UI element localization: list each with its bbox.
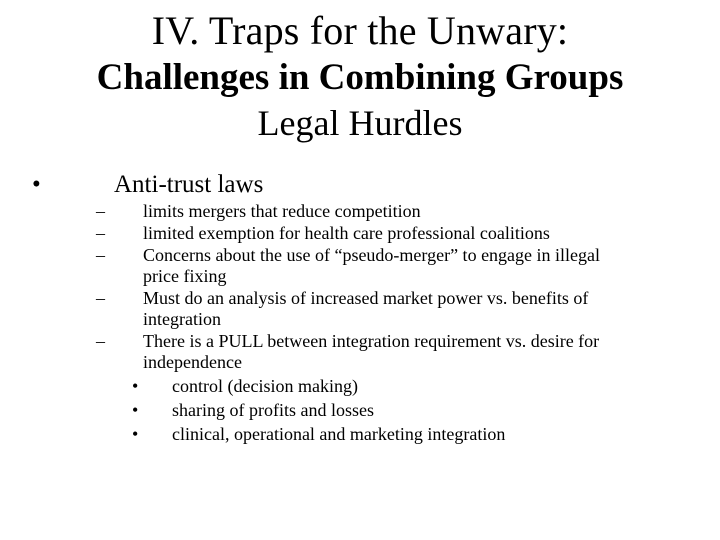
- nested-bullet-item: [0, 398, 720, 422]
- nested-bullet-item: [0, 422, 720, 446]
- dash-icon: –: [96, 288, 105, 308]
- nested-bullet-text: sharing of profits and losses: [172, 400, 374, 420]
- slide-title: [0, 6, 720, 146]
- sub-bullet-text: limited exemption for health care professional coalitions: [143, 223, 550, 243]
- bullet-icon: •: [32, 171, 41, 198]
- sub-bullet-item: [0, 331, 663, 373]
- sub-bullet-text-continued: independence: [143, 352, 242, 372]
- title-line-3: Legal Hurdles: [257, 103, 463, 143]
- bullet-icon: •: [132, 400, 139, 420]
- dash-icon: –: [96, 331, 105, 351]
- sub-bullet-text: limits mergers that reduce competition: [143, 201, 421, 221]
- sub-bullet-text-continued: integration: [143, 309, 221, 329]
- nested-bullet-text: control (decision making): [172, 376, 358, 396]
- sub-bullet-item: [0, 201, 663, 222]
- sub-bullet-text: There is a PULL between integration requirement vs. desire for: [143, 331, 600, 351]
- sub-bullet-item: [0, 288, 663, 330]
- sub-bullet-item: [0, 245, 663, 287]
- main-bullet-text: Anti-trust laws: [114, 171, 264, 198]
- sub-bullet-text-continued: price fixing: [143, 266, 227, 286]
- nested-bullet-item: [0, 374, 720, 398]
- bullet-icon: •: [132, 376, 139, 396]
- nested-bullet-text: clinical, operational and marketing integration: [172, 424, 506, 444]
- sub-bullet-item: [0, 223, 663, 244]
- bullet-icon: •: [132, 424, 139, 444]
- dash-icon: –: [96, 245, 105, 265]
- dash-icon: –: [96, 201, 105, 221]
- dash-icon: –: [96, 223, 105, 243]
- sub-bullet-text: Must do an analysis of increased market power vs. benefits of: [143, 288, 589, 308]
- sub-bullet-text: Concerns about the use of “pseudo-merger” to engage in illegal: [143, 245, 601, 265]
- title-line-2: Challenges in Combining Groups: [96, 57, 624, 98]
- sub-bullet-list: [0, 201, 720, 446]
- title-line-1: IV. Traps for the Unwary:: [151, 8, 569, 53]
